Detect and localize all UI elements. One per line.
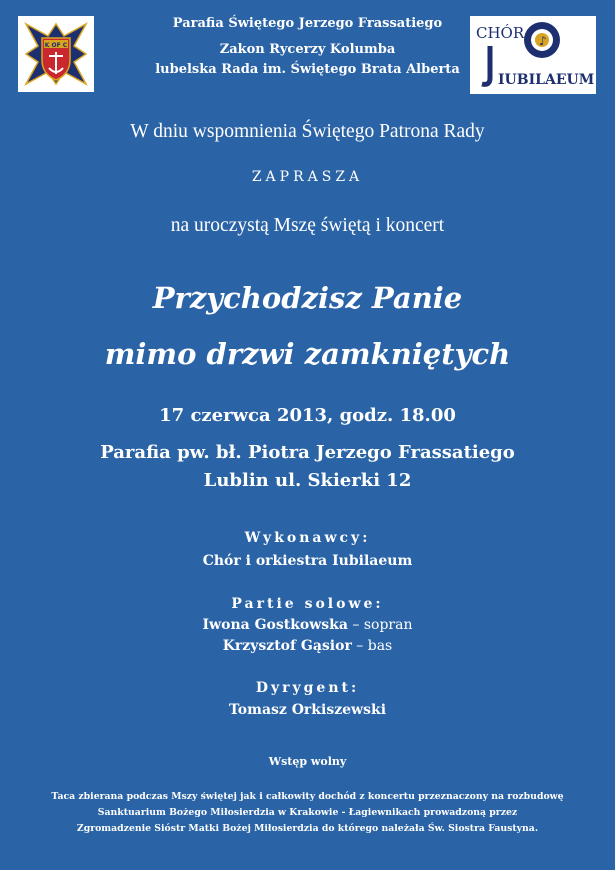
solo-heading: Partie solowe: bbox=[231, 596, 384, 612]
soloist-row bbox=[0, 617, 615, 633]
header-parish: Parafia Świętego Jerzego Frassatiego bbox=[172, 16, 443, 31]
soloist-role: – sopran bbox=[347, 617, 413, 633]
music-note-icon bbox=[470, 16, 596, 94]
event-kind: na uroczystą Mszę świętą i koncert bbox=[170, 215, 445, 236]
event-date: 17 czerwca 2013, godz. 18.00 bbox=[159, 405, 456, 426]
event-place: Parafia pw. bł. Piotra Jerzego Frassatiego bbox=[100, 442, 515, 463]
svg-text:♪: ♪ bbox=[539, 34, 547, 48]
invites-text: ZAPRASZA bbox=[251, 169, 364, 185]
soloist-role: – bas bbox=[351, 638, 393, 654]
soloist-name: Krzysztof Gąsior bbox=[222, 638, 352, 654]
logo-left-text: K OF C bbox=[44, 42, 68, 49]
logo-right-bottom-text: IUBILAEUM bbox=[498, 72, 595, 88]
performers-heading: Wykonawcy: bbox=[244, 530, 371, 546]
footer-line: Taca zbierana podczas Mszy świętej jak i całkowity dochód z koncertu przeznaczony na rozbudowę bbox=[51, 791, 564, 802]
conductor-name: Tomasz Orkiszewski bbox=[228, 702, 387, 718]
knights-of-columbus-logo bbox=[18, 16, 94, 92]
conductor-heading: Dyrygent: bbox=[255, 680, 360, 696]
footer-line: Sanktuarium Bożego Miłosierdzia w Krakowie - Łagiewnikach prowadzoną przez bbox=[97, 807, 518, 818]
concert-title-line1: Przychodzisz Panie bbox=[152, 281, 463, 315]
entry-info: Wstęp wolny bbox=[268, 755, 347, 768]
event-address: Lublin ul. Skierki 12 bbox=[203, 470, 412, 491]
performers-value: Chór i orkiestra Iubilaeum bbox=[202, 553, 413, 569]
header-council: lubelska Rada im. Świętego Brata Alberta bbox=[155, 62, 460, 77]
footer-line: Zgromadzenie Sióstr Matki Bożej Miłosierdzia do którego należała Św. Siostra Faustyna. bbox=[76, 823, 539, 834]
soloist-row bbox=[0, 638, 615, 654]
soloist-name: Iwona Gostkowska bbox=[202, 617, 348, 633]
shield-emblem-icon bbox=[18, 16, 94, 92]
logo-right-top-text: CHÓR bbox=[476, 24, 525, 42]
choir-iubilaeum-logo bbox=[470, 16, 596, 94]
header-order: Zakon Rycerzy Kolumba bbox=[219, 42, 396, 57]
intro-line: W dniu wspomnienia Świętego Patrona Rady bbox=[130, 121, 485, 142]
concert-title-line2: mimo drzwi zamkniętych bbox=[104, 337, 511, 371]
